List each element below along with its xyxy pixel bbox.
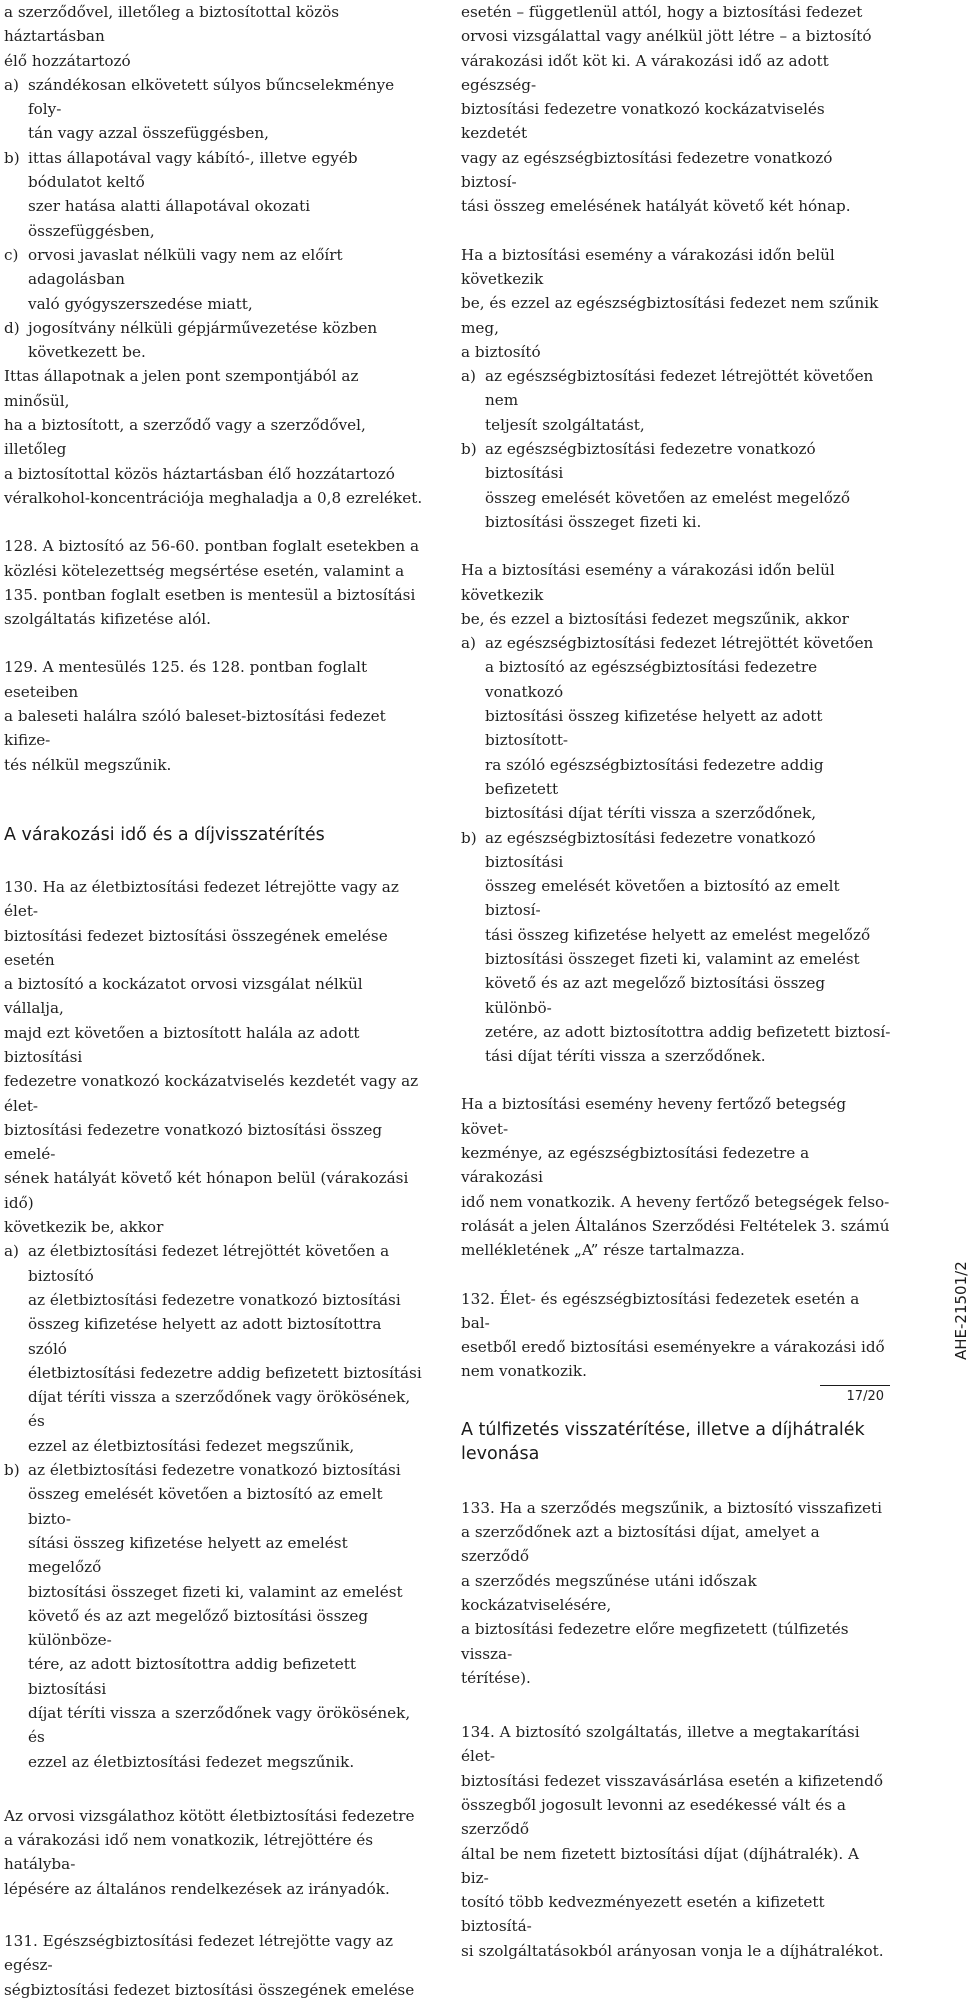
paragraph-132: 132. Élet- és egészségbiztosítási fedezetek esetén a bal- esetből eredő biztosítási eseményekre a várakozási idő nem vonatkozik. <box>461 1289 885 1381</box>
paragraph-133: 133. Ha a szerződés megszűnik, a biztosító visszafizeti a szerződőnek azt a biztosítási díjat, amelyet a szerződő a szerződés megszűnése utáni időszak kockázatviselésére, a biztosítási fedezetre előre megfizetett (túlfizetés vissza- térítése). <box>461 1498 882 1687</box>
list-item-ha2-b: b) az egészségbiztosítási fedezetre vonatkozó biztosítási összeg emelését követően a biztosító az emelt biztosí- tási összeg kifizetése helyett az emelést megelőző biztosítási összeget fizeti ki, valamint az emelést követő és az azt megelőző biztosítási összeg különbö- zetére, az adott biztosítottra addig befizetett biztosí- tási díjat téríti vissza a szerződőnek. <box>461 828 891 1066</box>
list-item-d: d) jogosítvány nélküli gépjárművezetése közben következett be. <box>4 318 378 362</box>
list-item-b: b) ittas állapotával vagy kábító-, illetve egyéb bódulatot keltő szer hatása alatti állapotával okozati összefüggésben, <box>4 148 358 240</box>
list-item-ha2-a: a) az egészségbiztosítási fedezet létrejöttét követően a biztosító az egészségbiztosítási fedezetre vonatkozó biztosítási összeg kifizetése helyett az adott biztosított- ra szóló egészségbiztosítási fedezetre addig befizetett biztosítási díjat téríti vissza a szerződőnek, <box>461 634 874 823</box>
list-item-130-b: b) az életbiztosítási fedezetre vonatkozó biztosítási összeg emelését követően a biztosító az emelt bizto- sítási összeg kifizetése helyett az emelést megelőző biztosítási összeget fizeti ki, valamint az emelést követő és az azt megelőző biztosítási összeg különböze- tére, az adott biztosítottra addig befizetett biztosítási díjat téríti vissza a szerződőnek vagy örökösének, és ezzel az életbiztosítási fedezet megszűnik. <box>4 1461 411 1771</box>
paragraph-ha-1: Ha a biztosítási esemény a várakozási időn belül következik be, és ezzel az egészségbiztosítási fedezet nem szűnik meg, a biztosító <box>461 245 879 361</box>
paragraph-131: 131. Egészségbiztosítási fedezet létrejötte vagy az egész- ségbiztosítási fedezet biztosítási összegének emelése <box>4 1932 415 1999</box>
page-number: 17/20 <box>846 1389 884 1404</box>
paragraph-128: 128. A biztosító az 56-60. pontban foglalt esetekben a közlési kötelezettség megsértése esetén, valamint a 135. pontban foglalt esetben is mentesül a biztosítási szolgáltatás kifizetése alól. <box>4 537 420 629</box>
list-item-ha1-a: a) az egészségbiztosítási fedezet létrejöttét követően nem teljesít szolgáltatást, <box>461 367 874 434</box>
section-heading-tulfizetes: A túlfizetés visszatérítése, illetve a díjhátralék levonása <box>461 1419 865 1464</box>
paragraph-131-continued: esetén – függetlenül attól, hogy a biztosítási fedezet orvosi vizsgálattal vagy anélkül jött létre – a biztosító várakozási időt köt ki. A várakozási idő az adott egészség- biztosítási fedezetre vonatkozó kockázatviselés kezdetét vagy az egészségbiztosítási fedezetre vonatkozó biztosí- tási összeg emelésének hatályát követő két hónap. <box>461 3 872 216</box>
list-item-a: a) szándékosan elkövetett súlyos bűncselekménye foly- tán vagy azzal összefüggésben, <box>4 75 395 143</box>
list-item-ha1-b: b) az egészségbiztosítási fedezetre vonatkozó biztosítási összeg emelését követően az emelést megelőző biztosítási összeget fizeti ki. <box>461 440 851 531</box>
section-heading-varakozasi: A várakozási idő és a díjvisszatérítés <box>4 824 325 845</box>
paragraph-130: 130. Ha az életbiztosítási fedezet létrejötte vagy az élet- biztosítási fedezet biztosítási összegének emelése esetén a biztosító a kockázatot orvosi vizsgálat nélkül vállalja, majd ezt követően a biztosított halála az adott biztosítási fedezetre vonatkozó kockázatviselés kezdetét vagy az élet- biztosítási fedezetre vonatkozó biztosítási összeg emelé- sének hatályát követő két hónapon belül (várakozási idő) következik be, akkor <box>4 877 419 1237</box>
right-column <box>461 0 891 1963</box>
left-column <box>4 0 424 2002</box>
paragraph-heveny: Ha a biztosítási esemény heveny fertőző betegség követ- kezménye, az egészségbiztosítási fedezetre a várakozási idő nem vonatkozik. A heveny fertőző betegségek felso- rolását a jelen Általános Szerződési Feltételek 3. számú mellékletének „A” része tartalmazza. <box>461 1095 890 1260</box>
paragraph-ha-2: Ha a biztosítási esemény a várakozási időn belül következik be, és ezzel a biztosítási fedezet megszűnik, akkor <box>461 561 849 628</box>
paragraph-orvosi: Az orvosi vizsgálathoz kötött életbiztosítási fedezetre a várakozási idő nem vonatkozik, létrejöttére és hatályba- lépésére az általános rendelkezések az irányadók. <box>4 1806 415 1898</box>
footer-rule <box>820 1385 890 1386</box>
paragraph-134: 134. A biztosító szolgáltatás, illetve a megtakarítási élet- biztosítási fedezet visszavásárlása esetén a kifizetendő összegből jogosult levonni az esedékessé vált és a szerződő által be nem fizetett biztosítási díjat (díjhátralék). A biz- tosító több kedvezményezett esetén a kifizetett biztosítá- si szolgáltatásokból arányosan vonja le a díjhátralékot. <box>461 1723 884 1960</box>
intro-paragraph: a szerződővel, illetőleg a biztosítottal közös háztartásban élő hozzátartozó <box>4 3 340 70</box>
document-code: AHE-21501/2 <box>952 1261 970 1360</box>
paragraph-ittas: Ittas állapotnak a jelen pont szempontjából az minősül, ha a biztosított, a szerződő vagy a szerződővel, illetőleg a biztosítottal közös háztartásban élő hozzátartozó véralkohol-koncentrációja meghaladja a 0,8 ezreléket. <box>4 367 423 507</box>
paragraph-129: 129. A mentesülés 125. és 128. pontban foglalt eseteiben a baleseti halálra szóló baleset-biztosítási fedezet kifize- tés nélkül megszűnik. <box>4 658 386 774</box>
list-item-130-a: a) az életbiztosítási fedezet létrejöttét követően a biztosító az életbiztosítási fedezetre vonatkozó biztosítási összeg kifizetése helyett az adott biztosítottra szóló életbiztosítási fedezetre addig befizetett biztosítási díjat téríti vissza a szerződőnek vagy örökösének, és ezzel az életbiztosítási fedezet megszűnik, <box>4 1242 422 1455</box>
list-item-c: c) orvosi javaslat nélküli vagy nem az előírt adagolásban való gyógyszerszedése miatt, <box>4 245 343 313</box>
